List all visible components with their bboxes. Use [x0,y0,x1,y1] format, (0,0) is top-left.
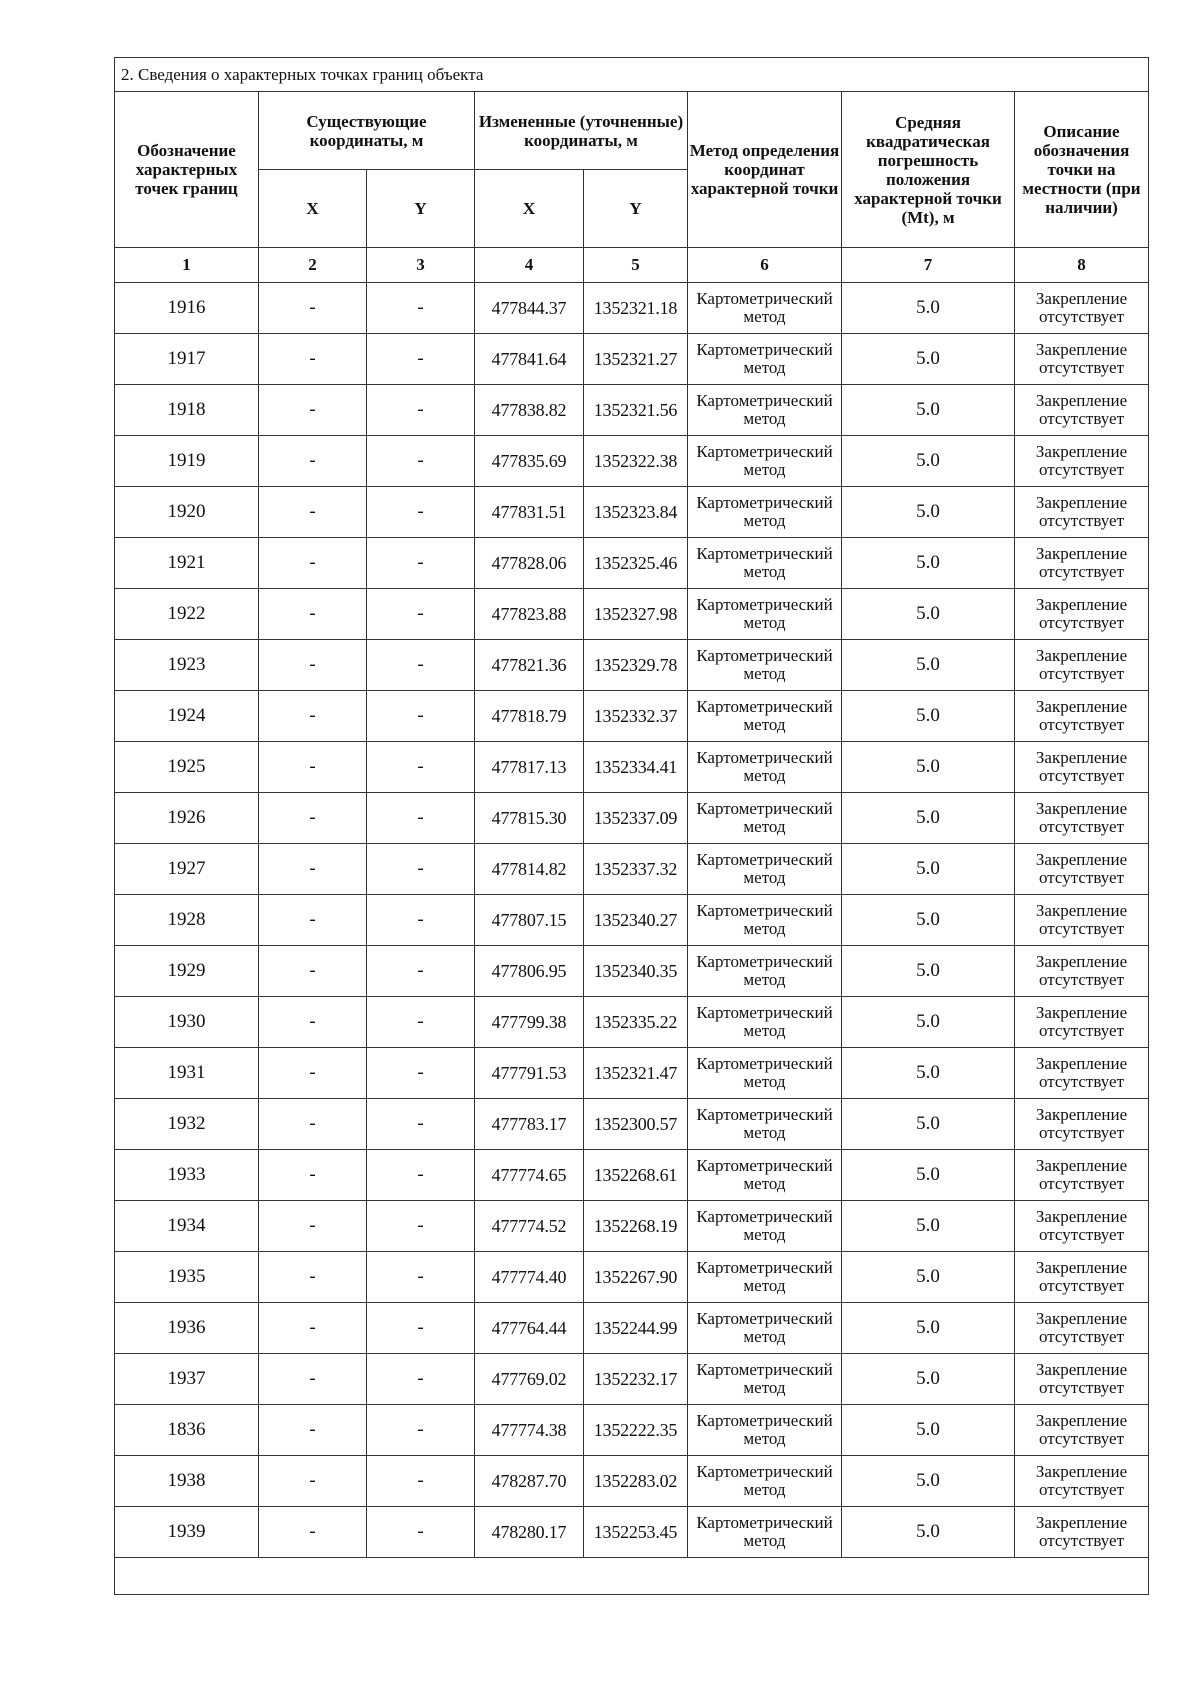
point-id-cell: 1922 [115,589,259,640]
existing-y-cell: - [367,1303,475,1354]
table-row [115,691,1149,742]
description-cell: Закрепление отсутствует [1015,1201,1149,1252]
changed-x-cell: 477774.38 [475,1405,584,1456]
table-row [115,538,1149,589]
header-changed-coordinates: Измененные (уточненные) координаты, м [475,92,688,170]
table-row [115,1354,1149,1405]
table-row [115,1201,1149,1252]
description-cell: Закрепление отсутствует [1015,1150,1149,1201]
table-row [115,283,1149,334]
column-number: 2 [259,248,367,283]
changed-x-cell: 477821.36 [475,640,584,691]
existing-y-cell: - [367,844,475,895]
description-cell: Закрепление отсутствует [1015,1303,1149,1354]
existing-y-cell: - [367,742,475,793]
changed-y-cell: 1352325.46 [584,538,688,589]
changed-x-cell: 477774.52 [475,1201,584,1252]
point-id-cell: 1928 [115,895,259,946]
column-number: 7 [842,248,1015,283]
point-id-cell: 1937 [115,1354,259,1405]
existing-x-cell: - [259,1507,367,1558]
method-cell: Картометрический метод [688,487,842,538]
table-row [115,1456,1149,1507]
error-cell: 5.0 [842,895,1015,946]
description-cell: Закрепление отсутствует [1015,1048,1149,1099]
point-id-cell: 1921 [115,538,259,589]
changed-y-cell: 1352267.90 [584,1252,688,1303]
description-cell: Закрепление отсутствует [1015,691,1149,742]
error-cell: 5.0 [842,1252,1015,1303]
description-cell: Закрепление отсутствует [1015,283,1149,334]
point-id-cell: 1920 [115,487,259,538]
existing-y-cell: - [367,640,475,691]
column-number: 4 [475,248,584,283]
changed-x-cell: 477791.53 [475,1048,584,1099]
header-existing-x: X [259,170,367,248]
method-cell: Картометрический метод [688,844,842,895]
table-row [115,895,1149,946]
header-existing-coordinates: Существующие координаты, м [259,92,475,170]
error-cell: 5.0 [842,1303,1015,1354]
error-cell: 5.0 [842,1150,1015,1201]
error-cell: 5.0 [842,742,1015,793]
existing-y-cell: - [367,1099,475,1150]
point-id-cell: 1917 [115,334,259,385]
changed-x-cell: 477807.15 [475,895,584,946]
section-title: 2. Сведения о характерных точках границ объекта [115,58,1149,92]
description-cell: Закрепление отсутствует [1015,946,1149,997]
existing-x-cell: - [259,1201,367,1252]
changed-x-cell: 478287.70 [475,1456,584,1507]
existing-y-cell: - [367,997,475,1048]
existing-x-cell: - [259,997,367,1048]
existing-x-cell: - [259,844,367,895]
changed-x-cell: 477818.79 [475,691,584,742]
method-cell: Картометрический метод [688,385,842,436]
error-cell: 5.0 [842,589,1015,640]
table-row [115,946,1149,997]
method-cell: Картометрический метод [688,997,842,1048]
description-cell: Закрепление отсутствует [1015,1507,1149,1558]
changed-y-cell: 1352321.18 [584,283,688,334]
description-cell: Закрепление отсутствует [1015,895,1149,946]
table-row [115,385,1149,436]
error-cell: 5.0 [842,385,1015,436]
existing-y-cell: - [367,793,475,844]
changed-x-cell: 477817.13 [475,742,584,793]
point-id-cell: 1933 [115,1150,259,1201]
changed-x-cell: 477838.82 [475,385,584,436]
method-cell: Картометрический метод [688,538,842,589]
existing-y-cell: - [367,1507,475,1558]
description-cell: Закрепление отсутствует [1015,640,1149,691]
point-id-cell: 1935 [115,1252,259,1303]
table-row [115,997,1149,1048]
changed-x-cell: 477806.95 [475,946,584,997]
table-row [115,1099,1149,1150]
point-id-cell: 1924 [115,691,259,742]
changed-x-cell: 477774.65 [475,1150,584,1201]
description-cell: Закрепление отсутствует [1015,385,1149,436]
changed-y-cell: 1352300.57 [584,1099,688,1150]
description-cell: Закрепление отсутствует [1015,1456,1149,1507]
column-number: 6 [688,248,842,283]
column-number: 8 [1015,248,1149,283]
changed-y-cell: 1352335.22 [584,997,688,1048]
existing-y-cell: - [367,538,475,589]
changed-x-cell: 477831.51 [475,487,584,538]
method-cell: Картометрический метод [688,1201,842,1252]
changed-y-cell: 1352323.84 [584,487,688,538]
changed-y-cell: 1352340.35 [584,946,688,997]
existing-x-cell: - [259,1252,367,1303]
existing-y-cell: - [367,895,475,946]
error-cell: 5.0 [842,1048,1015,1099]
error-cell: 5.0 [842,640,1015,691]
header-existing-y: Y [367,170,475,248]
point-id-cell: 1930 [115,997,259,1048]
point-id-cell: 1836 [115,1405,259,1456]
existing-y-cell: - [367,283,475,334]
method-cell: Картометрический метод [688,334,842,385]
changed-x-cell: 477783.17 [475,1099,584,1150]
error-cell: 5.0 [842,283,1015,334]
boundary-points-table [114,57,1149,1595]
table-row [115,487,1149,538]
changed-y-cell: 1352244.99 [584,1303,688,1354]
table-row [115,1405,1149,1456]
changed-y-cell: 1352327.98 [584,589,688,640]
column-number: 3 [367,248,475,283]
changed-y-cell: 1352321.47 [584,1048,688,1099]
error-cell: 5.0 [842,1405,1015,1456]
header-changed-y: Y [584,170,688,248]
table-row [115,334,1149,385]
description-cell: Закрепление отсутствует [1015,1099,1149,1150]
description-cell: Закрепление отсутствует [1015,589,1149,640]
header-description: Описание обозначения точки на местности (при наличии) [1015,92,1149,248]
description-cell: Закрепление отсутствует [1015,997,1149,1048]
error-cell: 5.0 [842,1456,1015,1507]
existing-x-cell: - [259,640,367,691]
method-cell: Картометрический метод [688,283,842,334]
header-method: Метод определения координат характерной точки [688,92,842,248]
existing-x-cell: - [259,1405,367,1456]
changed-x-cell: 477835.69 [475,436,584,487]
existing-x-cell: - [259,691,367,742]
table-row [115,1303,1149,1354]
description-cell: Закрепление отсутствует [1015,1354,1149,1405]
error-cell: 5.0 [842,334,1015,385]
point-id-cell: 1931 [115,1048,259,1099]
header-changed-x: X [475,170,584,248]
changed-y-cell: 1352321.56 [584,385,688,436]
header-error: Средняя квадратическая погрешность положения характерной точки (Mt), м [842,92,1015,248]
existing-y-cell: - [367,487,475,538]
changed-x-cell: 478280.17 [475,1507,584,1558]
existing-y-cell: - [367,1405,475,1456]
error-cell: 5.0 [842,487,1015,538]
method-cell: Картометрический метод [688,946,842,997]
column-number: 1 [115,248,259,283]
existing-x-cell: - [259,1354,367,1405]
changed-y-cell: 1352322.38 [584,436,688,487]
changed-y-cell: 1352329.78 [584,640,688,691]
existing-y-cell: - [367,589,475,640]
existing-y-cell: - [367,1150,475,1201]
description-cell: Закрепление отсутствует [1015,538,1149,589]
changed-y-cell: 1352334.41 [584,742,688,793]
column-numbers-row [115,248,1149,283]
header-point-designation: Обозначение характерных точек границ [115,92,259,248]
changed-y-cell: 1352232.17 [584,1354,688,1405]
existing-x-cell: - [259,487,367,538]
changed-y-cell: 1352268.61 [584,1150,688,1201]
existing-y-cell: - [367,1201,475,1252]
description-cell: Закрепление отсутствует [1015,844,1149,895]
existing-y-cell: - [367,1048,475,1099]
existing-x-cell: - [259,1099,367,1150]
description-cell: Закрепление отсутствует [1015,487,1149,538]
existing-y-cell: - [367,1456,475,1507]
existing-y-cell: - [367,946,475,997]
table-row [115,1150,1149,1201]
error-cell: 5.0 [842,997,1015,1048]
changed-x-cell: 477844.37 [475,283,584,334]
changed-x-cell: 477814.82 [475,844,584,895]
error-cell: 5.0 [842,844,1015,895]
method-cell: Картометрический метод [688,589,842,640]
changed-y-cell: 1352321.27 [584,334,688,385]
table-row [115,742,1149,793]
changed-x-cell: 477815.30 [475,793,584,844]
method-cell: Картометрический метод [688,793,842,844]
method-cell: Картометрический метод [688,436,842,487]
changed-y-cell: 1352283.02 [584,1456,688,1507]
error-cell: 5.0 [842,691,1015,742]
table-row [115,1507,1149,1558]
method-cell: Картометрический метод [688,1303,842,1354]
error-cell: 5.0 [842,946,1015,997]
table-row [115,793,1149,844]
changed-x-cell: 477823.88 [475,589,584,640]
error-cell: 5.0 [842,1354,1015,1405]
point-id-cell: 1919 [115,436,259,487]
changed-y-cell: 1352337.32 [584,844,688,895]
method-cell: Картометрический метод [688,640,842,691]
point-id-cell: 1925 [115,742,259,793]
existing-x-cell: - [259,436,367,487]
existing-y-cell: - [367,385,475,436]
description-cell: Закрепление отсутствует [1015,1252,1149,1303]
changed-x-cell: 477769.02 [475,1354,584,1405]
point-id-cell: 1929 [115,946,259,997]
existing-x-cell: - [259,742,367,793]
error-cell: 5.0 [842,538,1015,589]
changed-y-cell: 1352222.35 [584,1405,688,1456]
changed-x-cell: 477774.40 [475,1252,584,1303]
method-cell: Картометрический метод [688,1405,842,1456]
existing-y-cell: - [367,691,475,742]
existing-x-cell: - [259,385,367,436]
error-cell: 5.0 [842,436,1015,487]
method-cell: Картометрический метод [688,1048,842,1099]
method-cell: Картометрический метод [688,895,842,946]
error-cell: 5.0 [842,1099,1015,1150]
existing-x-cell: - [259,334,367,385]
method-cell: Картометрический метод [688,1507,842,1558]
table-row [115,1252,1149,1303]
table-row [115,1048,1149,1099]
point-id-cell: 1926 [115,793,259,844]
document-sheet [114,57,1148,1595]
existing-x-cell: - [259,283,367,334]
point-id-cell: 1916 [115,283,259,334]
method-cell: Картометрический метод [688,1354,842,1405]
changed-x-cell: 477764.44 [475,1303,584,1354]
existing-y-cell: - [367,1252,475,1303]
description-cell: Закрепление отсутствует [1015,742,1149,793]
description-cell: Закрепление отсутствует [1015,334,1149,385]
error-cell: 5.0 [842,1507,1015,1558]
table-row [115,640,1149,691]
existing-x-cell: - [259,589,367,640]
point-id-cell: 1918 [115,385,259,436]
table-row [115,436,1149,487]
existing-x-cell: - [259,1150,367,1201]
existing-x-cell: - [259,793,367,844]
table-row [115,844,1149,895]
description-cell: Закрепление отсутствует [1015,436,1149,487]
point-id-cell: 1938 [115,1456,259,1507]
existing-x-cell: - [259,1048,367,1099]
changed-y-cell: 1352253.45 [584,1507,688,1558]
point-id-cell: 1936 [115,1303,259,1354]
method-cell: Картометрический метод [688,1099,842,1150]
changed-y-cell: 1352340.27 [584,895,688,946]
existing-x-cell: - [259,895,367,946]
column-number: 5 [584,248,688,283]
table-body [115,283,1149,1558]
error-cell: 5.0 [842,1201,1015,1252]
existing-y-cell: - [367,1354,475,1405]
point-id-cell: 1927 [115,844,259,895]
method-cell: Картометрический метод [688,1252,842,1303]
method-cell: Картометрический метод [688,691,842,742]
changed-x-cell: 477799.38 [475,997,584,1048]
changed-y-cell: 1352337.09 [584,793,688,844]
changed-x-cell: 477828.06 [475,538,584,589]
description-cell: Закрепление отсутствует [1015,1405,1149,1456]
existing-x-cell: - [259,538,367,589]
existing-x-cell: - [259,1303,367,1354]
method-cell: Картометрический метод [688,742,842,793]
point-id-cell: 1923 [115,640,259,691]
point-id-cell: 1932 [115,1099,259,1150]
table-row [115,589,1149,640]
changed-y-cell: 1352268.19 [584,1201,688,1252]
method-cell: Картометрический метод [688,1150,842,1201]
point-id-cell: 1934 [115,1201,259,1252]
changed-y-cell: 1352332.37 [584,691,688,742]
existing-x-cell: - [259,946,367,997]
table-footer-empty-row [115,1558,1149,1595]
existing-x-cell: - [259,1456,367,1507]
changed-x-cell: 477841.64 [475,334,584,385]
description-cell: Закрепление отсутствует [1015,793,1149,844]
error-cell: 5.0 [842,793,1015,844]
existing-y-cell: - [367,334,475,385]
existing-y-cell: - [367,436,475,487]
method-cell: Картометрический метод [688,1456,842,1507]
point-id-cell: 1939 [115,1507,259,1558]
